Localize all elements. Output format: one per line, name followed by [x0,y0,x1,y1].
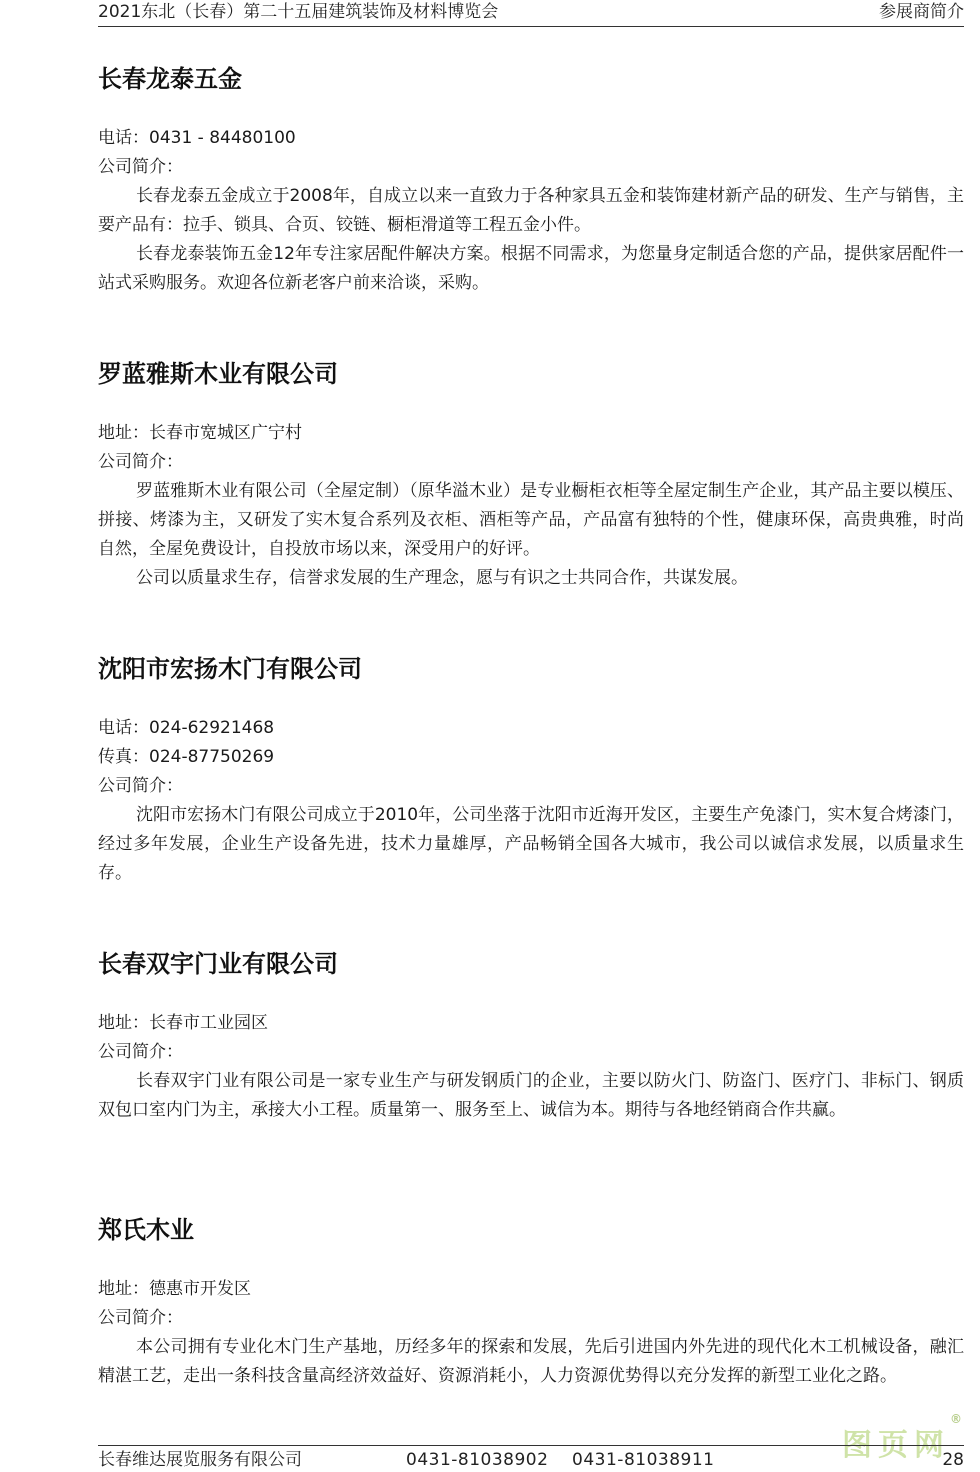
page-header [98,0,964,27]
company-intro-paragraph: 长春龙泰五金成立于2008年，自成立以来一直致力于各种家具五金和装饰建材新产品的研发、生产与销售，主要产品有：拉手、锁具、合页、铰链、橱柜滑道等工程五金小件。 [98,186,964,235]
company-name: 郑氏木业 [98,1216,194,1244]
company-entry [98,64,964,298]
company-name: 罗蓝雅斯木业有限公司 [98,360,338,388]
company-address: 地址：长春市工业园区 [98,1013,268,1033]
company-name: 长春龙泰五金 [98,65,242,93]
company-name: 沈阳市宏扬木门有限公司 [98,655,362,683]
organizer-name: 长春维达展览服务有限公司 [98,1450,302,1470]
company-phone: 电话：024-62921468 [98,718,275,738]
company-phone: 电话：0431 - 84480100 [98,128,296,148]
page-number: 28 [942,1450,964,1470]
company-intro-paragraph: 沈阳市宏扬木门有限公司成立于2010年，公司坐落于沈阳市近海开发区，主要生产免漆门，实木复合烤漆门，经过多年发展，企业生产设备先进，技术力量雄厚，产品畅销全国各大城市，我公司以诚信求发展，以质量求生存。 [98,805,964,883]
company-entry [98,1215,964,1391]
company-intro-label: 公司简介： [98,1308,183,1328]
company-entry [98,654,964,888]
company-intro-paragraph: 长春龙泰装饰五金12年专注家居配件解决方案。根据不同需求，为您量身定制适合您的产品，提供家居配件一站式采购服务。欢迎各位新老客户前来洽谈，采购。 [98,244,964,293]
registered-mark: ® [950,1412,962,1426]
company-name: 长春双宇门业有限公司 [98,950,338,978]
expo-title: 2021东北（长春）第二十五届建筑装饰及材料博览会 [98,2,499,22]
company-intro-label: 公司简介： [98,452,183,472]
company-intro-paragraph: 公司以质量求生存，信誉求发展的生产理念，愿与有识之士共同合作，共谋发展。 [136,568,748,588]
company-fax: 传真：024-87750269 [98,747,275,767]
company-intro-label: 公司简介： [98,1042,183,1062]
company-intro-paragraph: 长春双宇门业有限公司是一家专业生产与研发钢质门的企业，主要以防火门、防盗门、医疗门、非标门、钢质双包口室内门为主，承接大小工程。质量第一、服务至上、诚信为本。期待与各地经销商合作共赢。 [98,1071,964,1120]
company-address: 地址：长春市宽城区广宁村 [98,423,302,443]
company-address: 地址：德惠市开发区 [98,1279,251,1299]
company-intro-label: 公司简介： [98,776,183,796]
organizer-phones: 0431-81038902 0431-81038911 [406,1450,715,1470]
section-title: 参展商简介 [879,2,964,22]
company-entry [98,359,964,593]
page-footer [98,1445,964,1470]
watermark-text: 图页网 [842,1428,950,1463]
company-intro-paragraph: 本公司拥有专业化木门生产基地，历经多年的探索和发展，先后引进国内外先进的现代化木工机械设备，融汇精湛工艺，走出一条科技含量高经济效益好、资源消耗小，人力资源优势得以充分发挥的新型工业化之路。 [98,1337,964,1386]
company-intro-label: 公司简介： [98,157,183,177]
company-entry [98,949,964,1125]
company-intro-paragraph: 罗蓝雅斯木业有限公司（全屋定制）（原华溢木业）是专业橱柜衣柜等全屋定制生产企业，其产品主要以模压、拼接、烤漆为主，又研发了实木复合系列及衣柜、酒柜等产品，产品富有独特的个性，健康环保，高贵典雅，时尚自然，全屋免费设计，自投放市场以来，深受用户的好评。 [98,481,964,559]
